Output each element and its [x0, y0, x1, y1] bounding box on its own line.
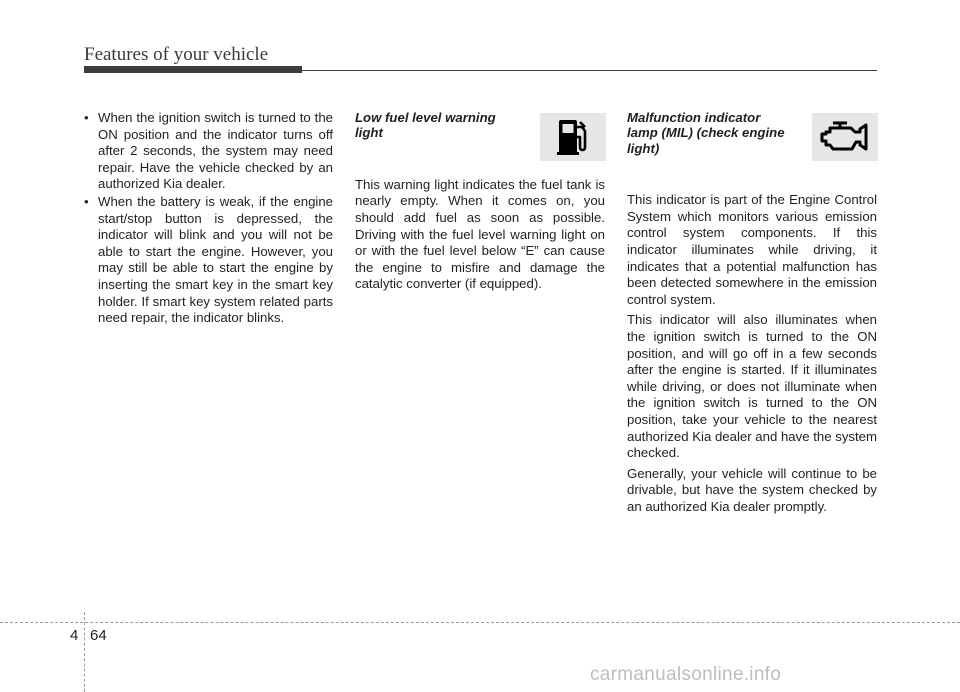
bullet-item-ignition: [84, 110, 333, 193]
footer-rule: [0, 622, 960, 623]
bullet-item-battery: [84, 194, 333, 327]
low-fuel-paragraph: This warning light indicates the fuel tank is nearly empty. When it comes on, you should add fuel as soon as possible. Driving with the fuel level warning light on or with the fuel level below “E” can cause the engine to misfire and damage the catalytic converter (if equipped).: [355, 176, 605, 292]
fuel-pump-icon: [540, 113, 606, 161]
mil-title: Malfunction indicator lamp (MIL) (check engine light): [627, 110, 785, 156]
check-engine-icon: [812, 113, 878, 161]
column-1: [84, 110, 333, 328]
page-header-title: Features of your vehicle: [84, 44, 269, 65]
fuel-pump-svg: [556, 117, 590, 157]
check-engine-svg: [819, 120, 871, 154]
mil-paragraph-2: This indicator will also illuminates when the ignition switch is turned to the ON position, and will go off in a few seconds after the engine is started. If it illuminates while driving, or does not illuminate when the ignition switch is turned to the ON position, take your vehicle to the nearest authorized Kia dealer and have the system checked.: [627, 312, 877, 461]
low-fuel-title: Low fuel level warning light: [355, 110, 496, 141]
bullet-text: When the ignition switch is turned to the ON position and the indicator turns off after 2 seconds, the system may need repair. Have the vehicle checked by an authorized Kia dealer.: [98, 110, 333, 192]
header-rule: [302, 70, 877, 71]
bullet-glyph: •: [84, 193, 89, 209]
header-bar: [84, 66, 302, 73]
column-3-mil: [627, 110, 877, 520]
bullet-glyph: •: [84, 110, 89, 125]
page-number: 64: [90, 627, 107, 644]
footer-divider: [84, 612, 85, 692]
bullet-text: When the battery is weak, if the engine start/stop button is depressed, the indicator will blink and you will not be able to start the engine. However, you may still be able to start the engine by inserting the smart key in the smart key holder. If smart key system related parts need repair, the indicator blinks.: [98, 193, 333, 326]
bullet-list: [84, 110, 333, 327]
chapter-number: 4: [70, 627, 79, 644]
mil-paragraph-3: Generally, your vehicle will continue to be drivable, but have the system checked by an authorized Kia dealer promptly.: [627, 465, 877, 514]
mil-paragraph-1: This indicator is part of the Engine Control System which monitors various emission control system components. If this indicator illuminates while driving, it indicates that a potential malfunction has been detected somewhere in the emission control system.: [627, 192, 877, 307]
watermark: carmanualsonline.info: [590, 664, 782, 685]
